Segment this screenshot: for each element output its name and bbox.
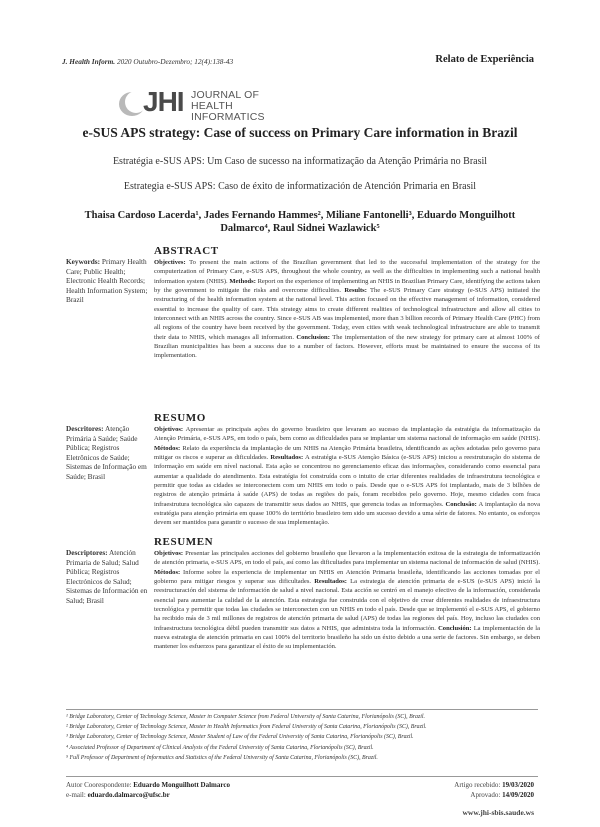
conclusion-label: Conclusão: — [445, 500, 477, 508]
conclusion-text: La implementación de la nueva estrategia de atención primaria en casi 100% del territorio brasileño ha sido un éxito debido a una serie de factores. Sin embargo, se deben mantener los esfuerzos para garantizar el éxito de su implementación. — [154, 624, 541, 651]
methods-text: Report on the experience of implementing an NHIS in Brazilian Primary Care, identifying the actions taken by the government to mitigate the risks and overcome difficulties. — [154, 277, 540, 295]
section-label: Relato de Experiência — [435, 54, 534, 65]
correspondence-block — [66, 780, 230, 800]
corresponding-email — [66, 790, 230, 800]
journal-name: J. Health Inform. — [62, 57, 116, 66]
article-title-portuguese: Estratégia e-SUS APS: Um Caso de sucesso na informatização da Atenção Primária no Brasil — [112, 156, 488, 167]
approved-label: Aprovado: — [470, 791, 501, 799]
methods-label: Methods: — [229, 277, 256, 285]
bottom-divider — [66, 776, 538, 777]
logo-line-1: JOURNAL OF — [191, 89, 260, 101]
objectives-text: Apresentar as principais ações do governo brasileiro que levaram ao sucesso da implantação da estratégia da informatização da Atenção Primária, e-SUS APS, em todo o país, bem como as dificuldades para se implantar um sistema nacional de informação em saúde (NHIS). — [154, 426, 540, 443]
running-head — [62, 57, 233, 66]
approved-date — [454, 790, 534, 800]
logo-mark: JHI — [143, 86, 184, 117]
email-link[interactable]: eduardo.dalmarco@ufsc.br — [87, 791, 170, 799]
keywords-pt — [66, 424, 148, 482]
keywords-text: Atención Primaria de Salud; Salud Pública; Registros Electrónicos de Salud; Sistemas de Información en Salud; Brasil — [66, 548, 148, 605]
resumen-heading: RESUMEN — [154, 536, 214, 548]
resumo-heading: RESUMO — [154, 412, 206, 424]
objectives-label: Objetivos: — [154, 426, 184, 433]
methods-text: Relato da experiência da implantação de um NHIS na Atenção Primária brasileira, identificando as ações adotadas pelo governo para mitigar os riscos e superar as dificuldades. — [154, 444, 541, 462]
conclusion-text: The implementation of the new strategy for primary care at almost 100% of Brazilian municipalities has been a success due to a number of factors. However, efforts must be maintained to ensure the success of its implementation. — [154, 333, 540, 360]
objectives-label: Objetivos: — [154, 550, 184, 557]
abstract-body — [154, 258, 540, 361]
results-label: Results: — [344, 287, 367, 295]
dates-block — [454, 780, 534, 800]
conclusion-label: Conclusion: — [296, 333, 330, 341]
results-label: Resultados: — [270, 454, 304, 462]
keywords-label: Keywords: — [66, 257, 101, 266]
methods-text: Informe sobre la experiencia de implementar un NHIS en Atención Primaria brasileña, identificando las acciones tomadas por el gobierno para mitigar riesgos y superar sus dificultades. — [154, 568, 540, 586]
received-label: Artigo recebido: — [454, 781, 501, 789]
article-title: e-SUS APS strategy: Case of success on Primary Care information in Brazil — [82, 125, 518, 140]
author-name: Eduardo Monguilhott Dalmarco — [133, 781, 230, 789]
abstract-heading: ABSTRACT — [154, 245, 219, 257]
author-list — [40, 209, 560, 235]
results-label: Resultados: — [314, 578, 347, 586]
objectives-label: Objectives: — [154, 259, 186, 266]
results-text: A estratégia e-SUS Atenção Básica (e-SUS APS) iniciou a reestruturação do sistema de informação em saúde em nível nacional. Esta ação se concentrou no gerenciamento eficaz das informações, considerando como essencial para aumentar a qualidade do atendimento. Esta estratégia foi construída com o intuito de criar diferentes realidades de infraestrutura tecnológica e permitir que todas as cidades se interconectem com um NHIS em todo o país. Desde que o e-SUS APS foi implantado, mais de 3 bilhões de registros de atenção primária à saúde (APS) de todas as regiões do país, foram recebidos pelo governo. Hoje, mesmo cidades com fraca infraestrutura tecnológica são capazes de transmitir seus dados ao NHIS, que gerencia todas as informações. — [154, 454, 541, 508]
author-label: Autor Coorespondente: — [66, 781, 132, 789]
results-text: The e-SUS Primary Care strategy (e-SUS APS) initiated the restructuring of the health information system at the national level. This action focused on the effective management of information, considered essential to increase the quality of care. This strategy aims to create different realities of technological infrastructure and allow all cities to interconnect with an NHIS across the country. Since e-SUS AB was implemented, more than 3 billion records of Primary Health Care (PHC) from all regions of the country have been received by the government. Today, even cities with weak technological infrastructure are able to transmit their data to NHIS, which manages all information. — [154, 287, 540, 341]
footnote-5: ⁵ Full Professor of Department of Informatics and Statistics of the Federal University of Santa Catarina, Florianópolis (SC), Brazil. — [66, 754, 378, 761]
author-line-1: Thaisa Cardoso Lacerda¹, Jades Fernando Hammes², Miliane Fantonelli³, Eduardo Monguilhott — [84, 210, 516, 221]
keywords-label: Descriptores: — [66, 548, 108, 557]
keywords-text: Atenção Primária à Saúde; Saúde Pública; Registros Eletrônicos de Saúde; Sistemas de Informação em Saúde; Brasil — [66, 424, 147, 481]
approved-value: 14/09/2020 — [502, 791, 534, 799]
objectives-text: To present the main actions of the Brazilian government that led to the successful implementation of the strategy for the computerization of Primary Care, e-SUS APS, throughout the whole country, as well as the difficulties in implementing such a national health information system (NHIS). — [154, 259, 540, 285]
conclusion-label: Conclusión: — [438, 624, 472, 632]
email-label: e-mail: — [66, 791, 86, 799]
received-value: 19/03/2020 — [502, 781, 534, 789]
conclusion-text: A implantação da nova estratégia para atenção primária em quase 100% do território brasileiro tem sido um sucesso devido a uma série de fatores. No entanto, os esforços devem ser mantidos para garantir o sucesso de sua implementação. — [154, 500, 540, 527]
footnote-4: ⁴ Associated Professor of Department of Clinical Analysis of the Federal University of Santa Catarina, Florianópolis (SC), Brazil. — [66, 744, 374, 751]
author-line-2: Dalmarco⁴, Raul Sidnei Wazlawick⁵ — [220, 223, 380, 234]
logo-line-2: HEALTH INFORMATICS — [191, 100, 265, 123]
journal-citation: 2020 Outubro-Dezembro; 12(4):138-43 — [116, 57, 234, 66]
footnote-divider — [66, 709, 538, 710]
keywords-label: Descritores: — [66, 424, 104, 433]
keywords-text: Primary Health Care; Public Health; Electronic Health Records; Health Information System; Brazil — [66, 257, 148, 305]
journal-website-link[interactable]: www.jhi-sbis.saude.ws — [462, 808, 534, 817]
keywords-en — [66, 257, 148, 305]
methods-label: Métodos: — [154, 568, 181, 576]
keywords-es — [66, 548, 148, 606]
resumen-body — [154, 549, 540, 652]
journal-logo — [117, 87, 297, 121]
methods-label: Métodos: — [154, 444, 181, 452]
received-date — [454, 780, 534, 790]
corresponding-author — [66, 780, 230, 790]
logo-subtitle — [191, 90, 297, 123]
affiliation-footnotes — [66, 712, 566, 763]
resumo-body — [154, 425, 540, 528]
results-text: La estrategia de atención primaria de e-SUS (e-SUS APS) inició la reestructuración del sistema de información de salud a nivel nacional. Esta acción se centró en el manejo efectivo de la información, considerada esencial para aumentar la calidad de la atención. Esta estrategia fue construida con el objetivo de crear diferentes realidades de infraestructura tecnológica y permitir que todas las ciudades se interconecten con un NHIS en todo el país. Desde que se implementó el e-SUS APS, el gobierno ha recibido más de 3 mil millones de registros de atención primaria de salud (APS) de todas las regiones del país. Hoy, incluso las ciudades con infraestructura tecnológica débil pueden transmitir sus datos a NHIS, que administra toda la información. — [154, 578, 540, 632]
footnote-3: ³ Bridge Laboratory, Center of Technology Science, Master Student of Law of the Federal University of Santa Catarina, Florianópolis (SC), Brazil. — [66, 734, 414, 741]
footnote-2: ² Bridge Laboratory, Center of Technology Science, Master in Health Informatics from Federal University of Santa Catarina, Florianópolis (SC), Brazil. — [66, 724, 427, 731]
footnote-1: ¹ Bridge Laboratory, Center of Technology Science, Master in Computer Science from Federal University of Santa Catarina, Florianópolis (SC), Brazil. — [66, 714, 425, 720]
objectives-text: Presentar las principales acciones del gobierno brasileño que llevaron a la implementación exitosa de la estrategia de informatización de atención primaria, e-SUS APS, en todo el país, así como las dificultades para implementar un sistema nacional de información de salud (NHIS). — [154, 550, 540, 567]
article-title-spanish: Estrategia e-SUS APS: Caso de éxito de informatización de Atención Primaria en Brasil — [123, 181, 477, 192]
